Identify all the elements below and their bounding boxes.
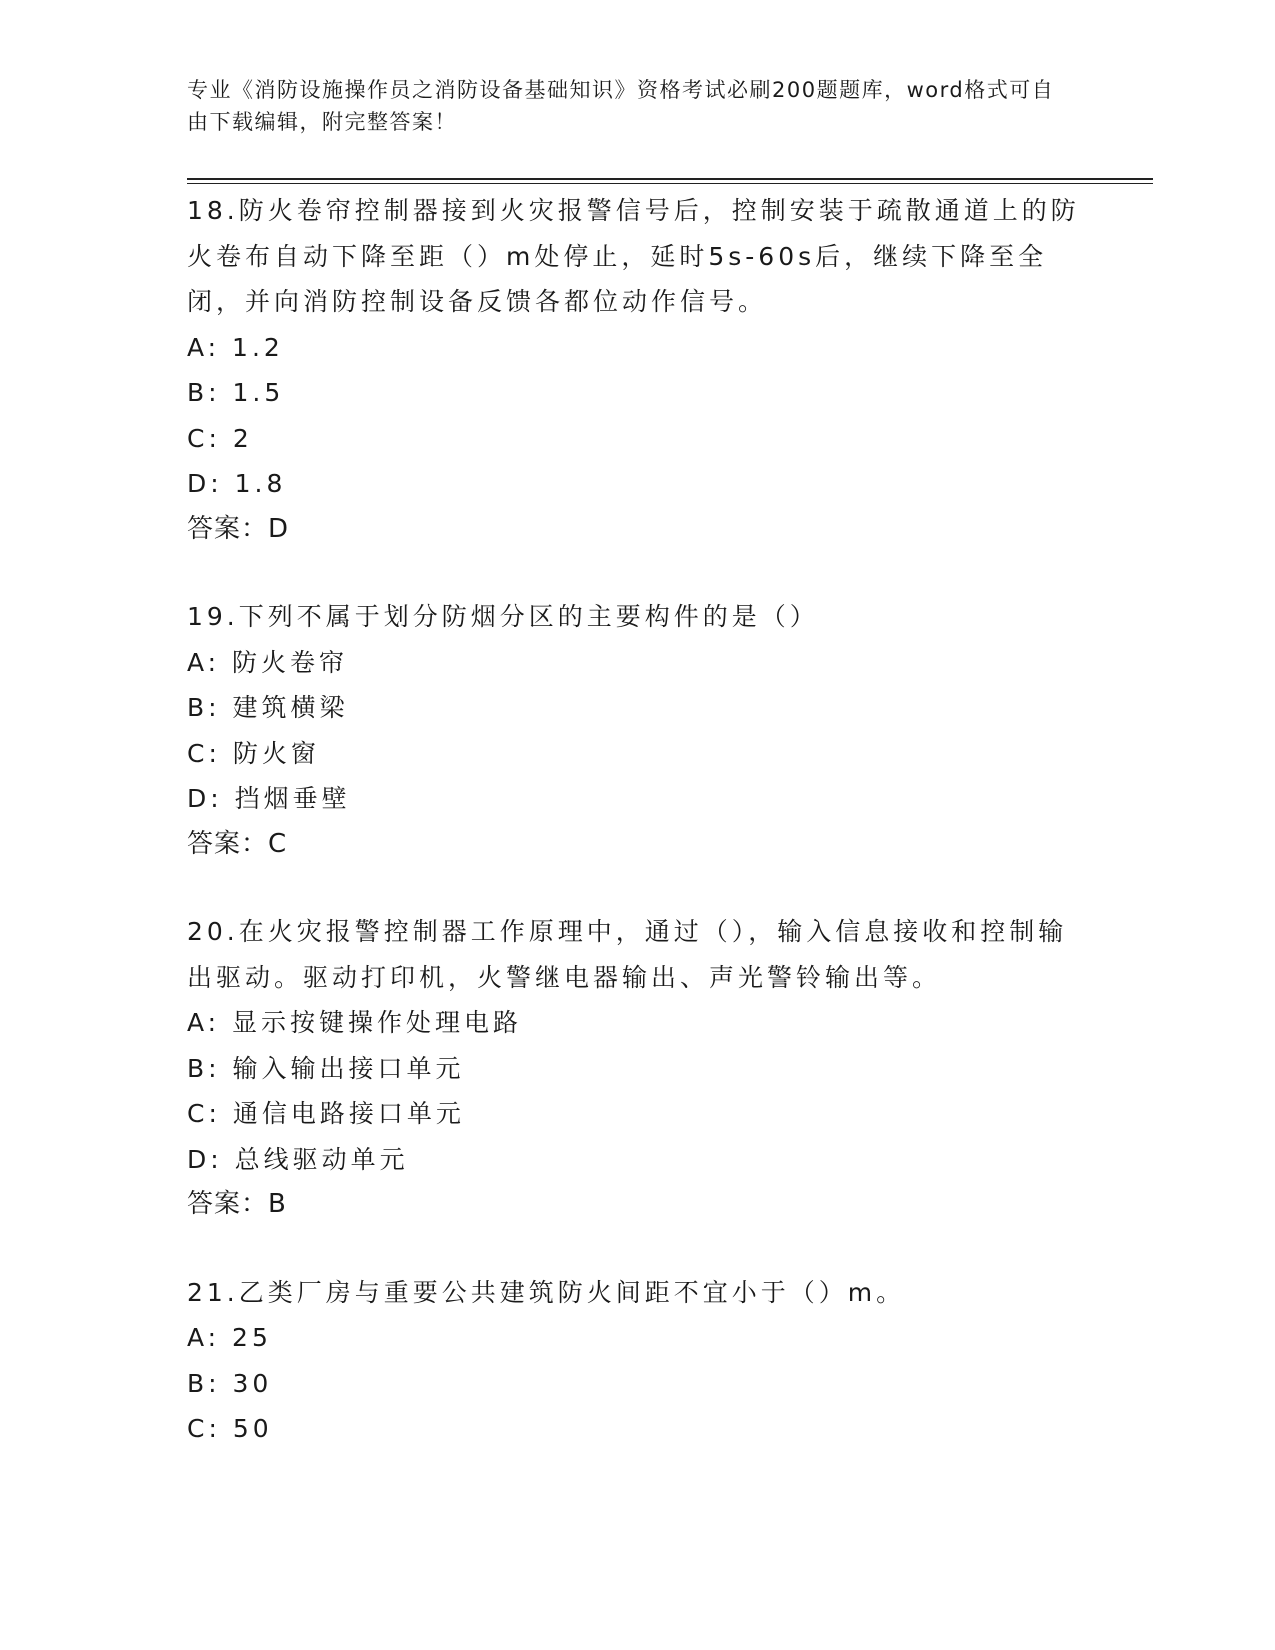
header-divider-thick	[187, 178, 1153, 180]
option-c: C: 通信电路接口单元	[187, 1099, 465, 1128]
option-d: D: 1.8	[187, 469, 287, 498]
option-a: A: 防火卷帘	[187, 647, 349, 677]
question-list	[187, 188, 1087, 1494]
question-18	[187, 188, 1087, 552]
question-20	[187, 909, 1087, 1228]
option-b: B: 1.5	[187, 378, 285, 407]
question-text: 19.下列不属于划分防烟分区的主要构件的是（）	[187, 602, 819, 631]
answer: 答案：D	[187, 513, 290, 544]
option-d: D: 挡烟垂壁	[187, 784, 351, 813]
question-text: 20.在火灾报警控制器工作原理中，通过（），输入信息接收和控制输出驱动。驱动打印机，火警继电器输出、声光警铃输出等。	[187, 917, 1068, 992]
option-a: A: 1.2	[187, 332, 284, 362]
option-d: D: 总线驱动单元	[187, 1144, 409, 1174]
question-21	[187, 1270, 1087, 1452]
question-text: 21.乙类厂房与重要公共建筑防火间距不宜小于（）m。	[187, 1277, 906, 1307]
option-b: B: 建筑横梁	[187, 693, 349, 722]
header-divider-thin	[187, 183, 1153, 184]
option-c: C: 50	[187, 1414, 273, 1443]
question-19	[187, 594, 1087, 867]
option-c: C: 防火窗	[187, 738, 320, 768]
option-b: B: 30	[187, 1368, 273, 1398]
question-text: 18.防火卷帘控制器接到火灾报警信号后，控制安装于疏散通道上的防火卷布自动下降至距（）m处停止，延时5s-60s后，继续下降至全闭，并向消防控制设备反馈各都位动作信号。	[187, 196, 1080, 316]
option-a: A: 显示按键操作处理电路	[187, 1008, 523, 1037]
option-a: A: 25	[187, 1323, 272, 1352]
answer: 答案：C	[187, 828, 288, 859]
option-b: B: 输入输出接口单元	[187, 1053, 465, 1083]
answer: 答案：B	[187, 1189, 287, 1219]
document-header	[187, 74, 1067, 138]
option-c: C: 2	[187, 423, 253, 453]
document-title: 专业《消防设施操作员之消防设备基础知识》资格考试必刷200题题库，word格式可自由下载编辑，附完整答案！	[187, 78, 1055, 134]
